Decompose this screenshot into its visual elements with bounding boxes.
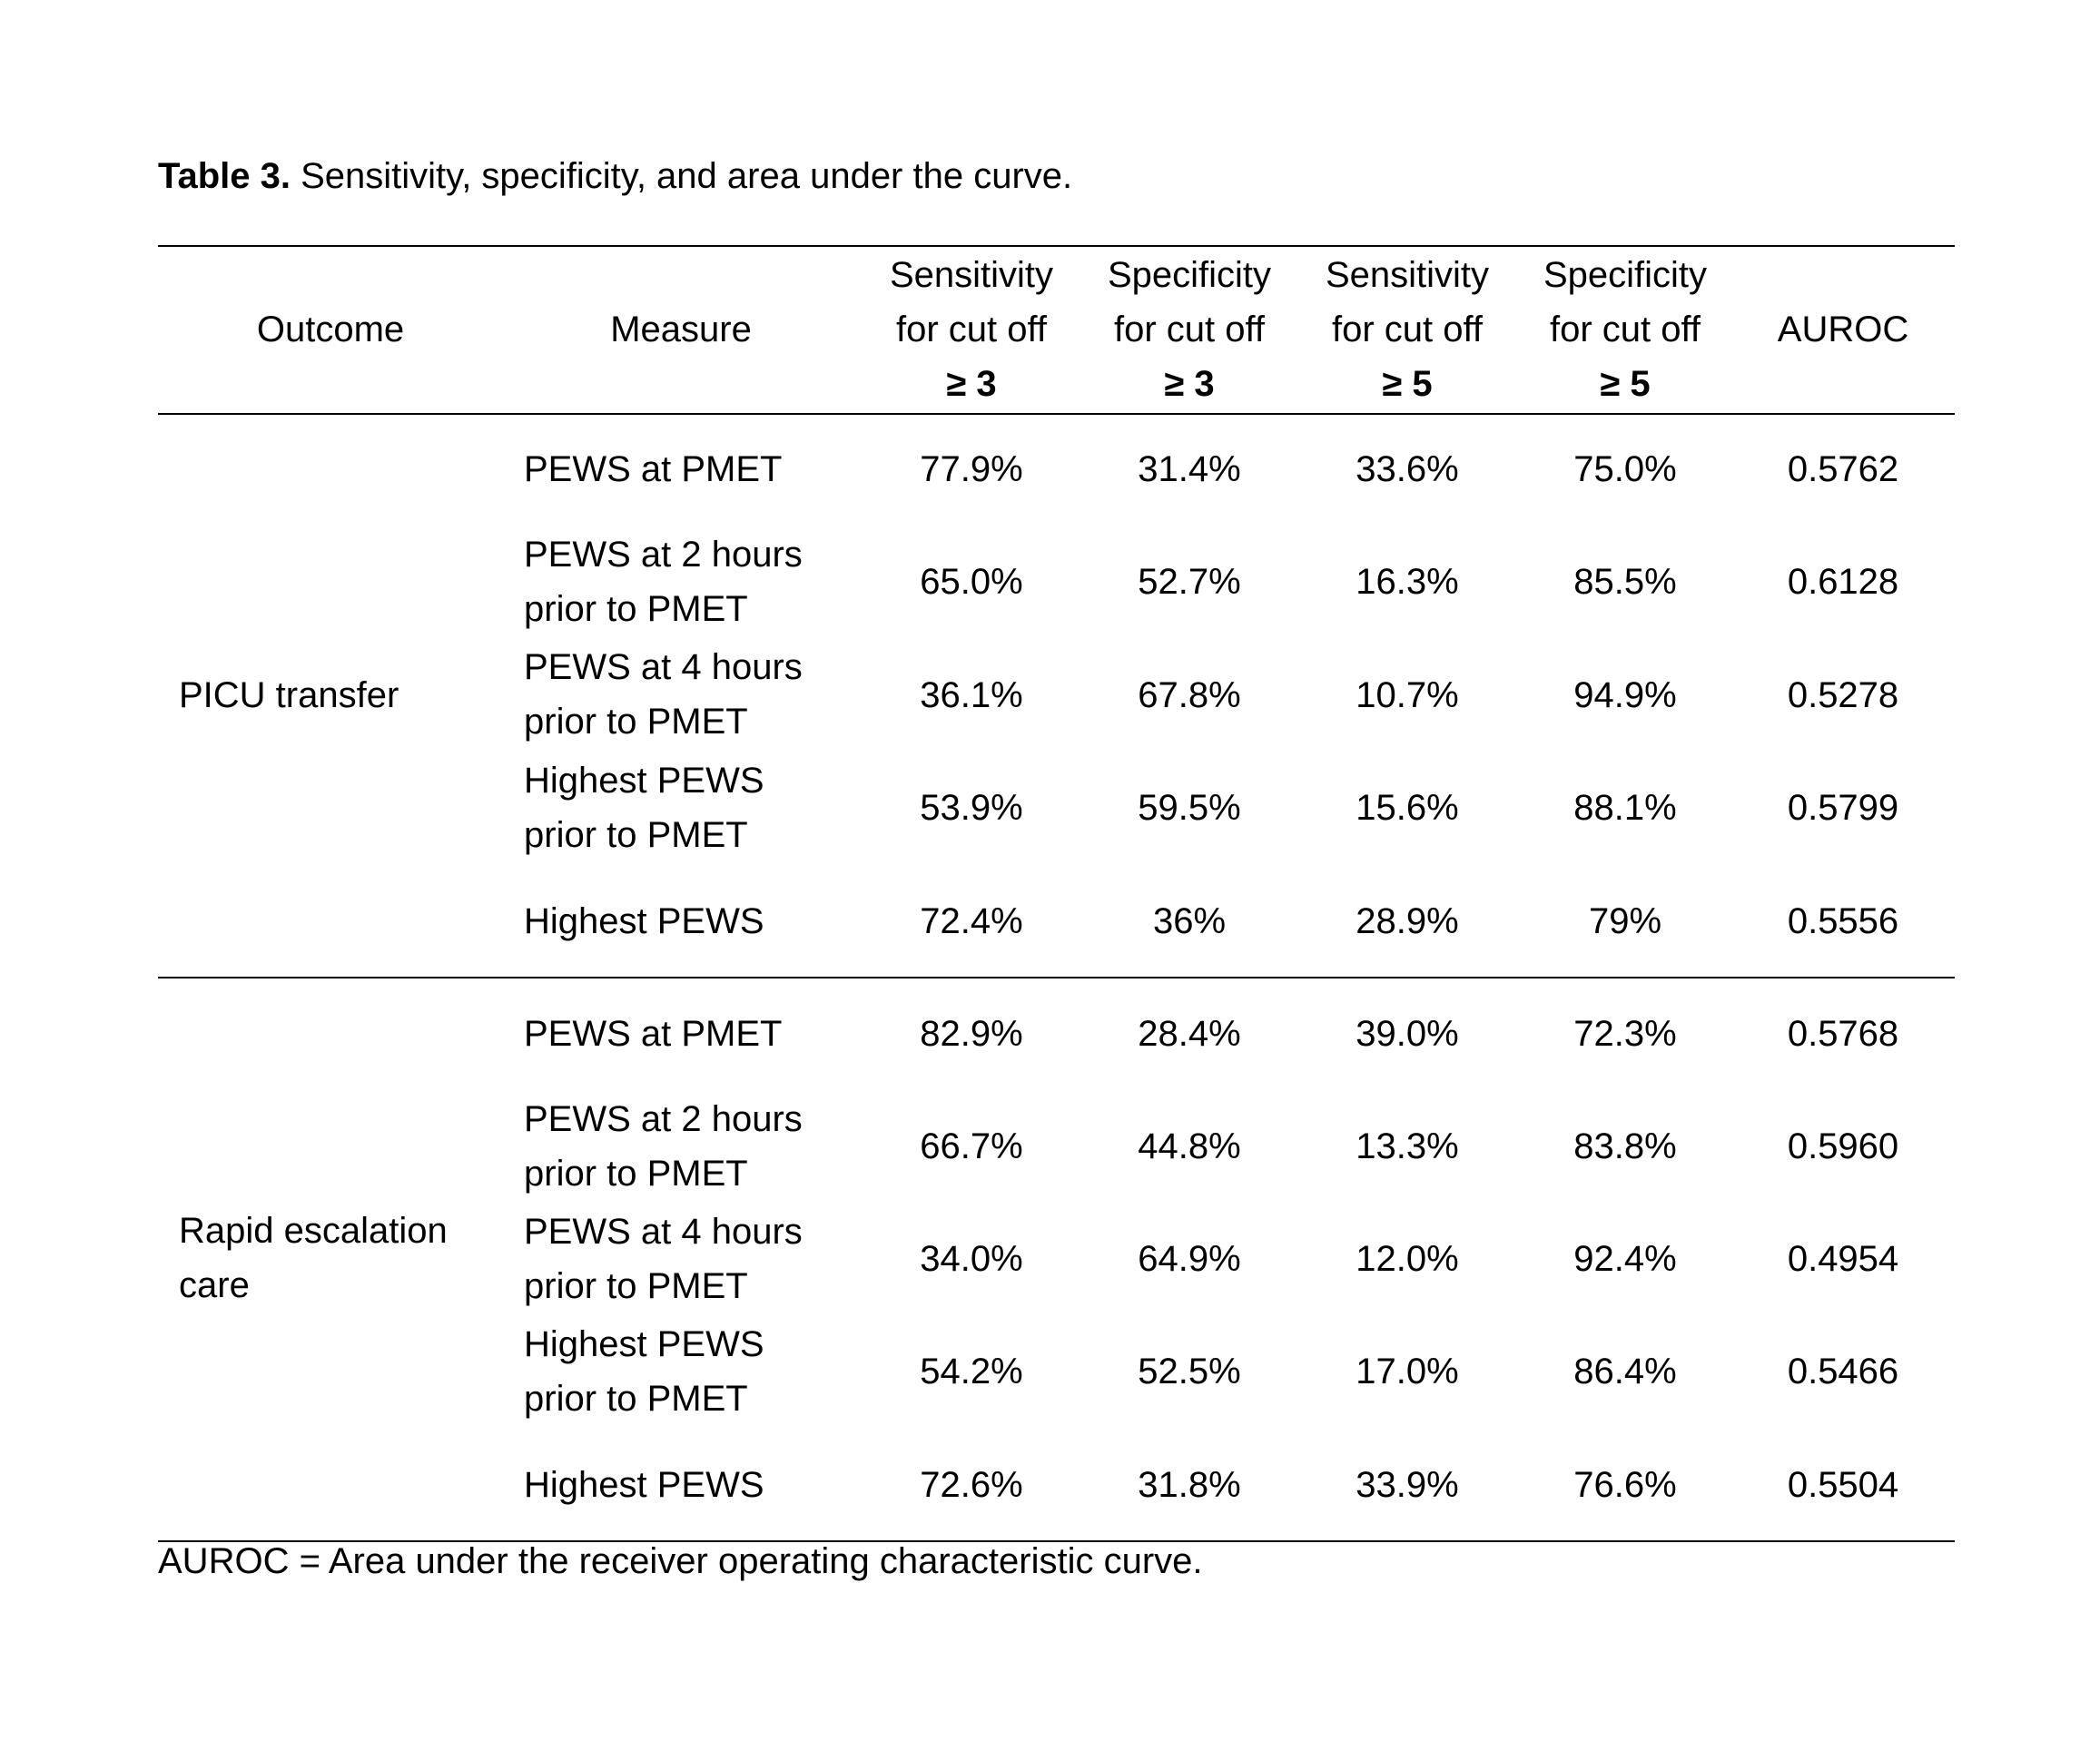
auroc-value: 0.6128 [1787,562,1899,602]
measure-label: prior to PMET [524,1154,748,1194]
header-bottom-rule [158,413,1955,415]
specificity-3-value: 59.5% [1138,788,1241,828]
header-sensitivity-3-line-1: Sensitivity [889,255,1054,295]
table-caption-text: Sensitivity, specificity, and area under the curve. [290,156,1073,196]
specificity-5-value: 72.3% [1573,1014,1677,1054]
sensitivity-5-value: 15.6% [1356,788,1459,828]
specificity-5-value: 86.4% [1573,1352,1677,1391]
specificity-5-value: 76.6% [1573,1465,1677,1505]
sensitivity-3-value: 72.6% [920,1465,1023,1505]
measure-label: Highest PEWS [524,1324,764,1364]
auroc-value: 0.5960 [1787,1126,1899,1166]
header-measure: Measure [610,310,752,349]
specificity-3-value: 31.4% [1138,449,1241,489]
specificity-3-value: 44.8% [1138,1126,1241,1166]
sensitivity-3-value: 53.9% [920,788,1023,828]
specificity-3-value: 36% [1152,901,1227,941]
sensitivity-5-value: 10.7% [1356,675,1459,715]
sensitivity-3-value: 77.9% [920,449,1023,489]
measure-label: prior to PMET [524,702,748,742]
sensitivity-3-value: 66.7% [920,1126,1023,1166]
outcome-label: Rapid escalation [179,1211,448,1251]
measure-label: Highest PEWS [524,901,764,941]
measure-label: Highest PEWS [524,1465,764,1505]
sensitivity-3-value: 34.0% [920,1239,1023,1279]
header-sensitivity-5-line-3: ≥ 5 [1382,364,1433,404]
measure-label: prior to PMET [524,815,748,855]
sensitivity-5-value: 12.0% [1356,1239,1459,1279]
measure-label: PEWS at 4 hours [524,647,803,687]
sensitivity-5-value: 17.0% [1356,1352,1459,1391]
specificity-5-value: 75.0% [1573,449,1677,489]
auroc-value: 0.5278 [1787,675,1899,715]
measure-label: PEWS at 2 hours [524,535,803,575]
specificity-3-value: 64.9% [1138,1239,1241,1279]
auroc-value: 0.4954 [1787,1239,1899,1279]
measure-label: prior to PMET [524,589,748,629]
table-caption [158,156,1072,197]
measure-label: PEWS at 4 hours [524,1212,803,1252]
header-specificity-5-line-1: Specificity [1543,255,1708,295]
header-specificity-3-line-3: ≥ 3 [1164,364,1215,404]
sensitivity-3-value: 65.0% [920,562,1023,602]
measure-label: PEWS at PMET [524,1014,783,1054]
measure-label: prior to PMET [524,1266,748,1306]
specificity-3-value: 31.8% [1138,1465,1241,1505]
header-sensitivity-5-line-1: Sensitivity [1325,255,1490,295]
table-footnote: AUROC = Area under the receiver operating characteristic curve. [158,1541,1203,1581]
auroc-value: 0.5556 [1787,901,1899,941]
sensitivity-3-value: 36.1% [920,675,1023,715]
specificity-5-value: 88.1% [1573,788,1677,828]
header-sensitivity-3-line-2: for cut off [895,310,1047,349]
table-caption-label: Table 3. [158,156,291,196]
measure-label: PEWS at PMET [524,449,783,489]
specificity-3-value: 67.8% [1138,675,1241,715]
header-outcome: Outcome [256,310,405,349]
auroc-value: 0.5466 [1787,1352,1899,1391]
specificity-5-value: 92.4% [1573,1239,1677,1279]
sensitivity-3-value: 54.2% [920,1352,1023,1391]
header-specificity-3-line-2: for cut off [1113,310,1265,349]
auroc-value: 0.5799 [1787,788,1899,828]
measure-label: PEWS at 2 hours [524,1099,803,1139]
header-specificity-5-line-3: ≥ 5 [1600,364,1651,404]
header-auroc: AUROC [1777,310,1909,349]
auroc-value: 0.5768 [1787,1014,1899,1054]
specificity-3-value: 52.5% [1138,1352,1241,1391]
sensitivity-3-value: 72.4% [920,901,1023,941]
sensitivity-5-value: 39.0% [1356,1014,1459,1054]
header-specificity-3-line-1: Specificity [1107,255,1272,295]
measure-label: prior to PMET [524,1379,748,1419]
sensitivity-5-value: 28.9% [1356,901,1459,941]
header-sensitivity-5-line-2: for cut off [1331,310,1483,349]
sensitivity-5-value: 13.3% [1356,1126,1459,1166]
specificity-5-value: 79% [1588,901,1662,941]
specificity-3-value: 28.4% [1138,1014,1241,1054]
sensitivity-3-value: 82.9% [920,1014,1023,1054]
sensitivity-5-value: 33.9% [1356,1465,1459,1505]
specificity-5-value: 94.9% [1573,675,1677,715]
specificity-3-value: 52.7% [1138,562,1241,602]
outcome-label: PICU transfer [179,675,399,715]
sensitivity-5-value: 33.6% [1356,449,1459,489]
header-specificity-5-line-2: for cut off [1549,310,1701,349]
specificity-5-value: 85.5% [1573,562,1677,602]
group-divider-rule [158,977,1955,978]
sensitivity-5-value: 16.3% [1356,562,1459,602]
table-top-rule [158,245,1955,247]
measure-label: Highest PEWS [524,761,764,801]
outcome-label: care [179,1265,250,1305]
specificity-5-value: 83.8% [1573,1126,1677,1166]
header-sensitivity-3-line-3: ≥ 3 [946,364,997,404]
auroc-value: 0.5504 [1787,1465,1899,1505]
auroc-value: 0.5762 [1787,449,1899,489]
